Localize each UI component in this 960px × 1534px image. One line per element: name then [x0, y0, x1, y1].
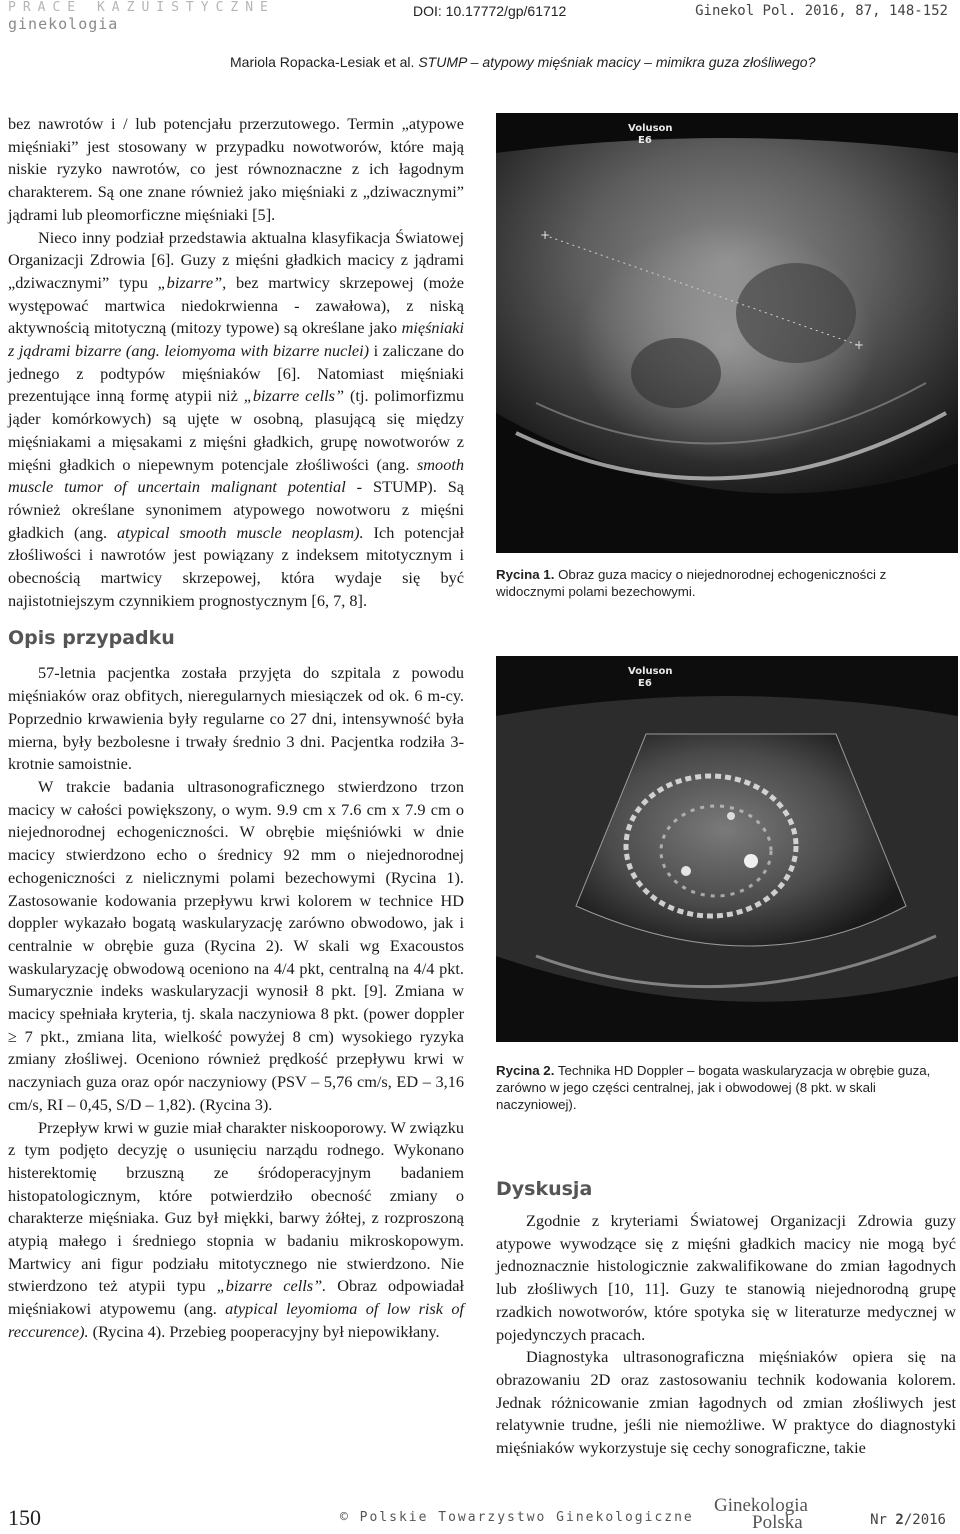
paragraph: bez nawrotów i / lub potencjału przerzutowego. Termin „atypowe mięśniaki” jest stosowany w przypadku nowotworów, które mają niskie ryzyko nawrotów, co jest równoznaczne z ich łagodnym charakterem. Są one znane również jako mięśniaki z „dziwacznymi” jądrami lub pleomorficzne mięśniaki [5]. [8, 114, 464, 224]
doi-link[interactable]: DOI: 10.17772/gp/61712 [413, 3, 567, 19]
paragraph: Przepływ krwi w guzie miał charakter niskooporowy. W związku z tym podjęto decyzję o usunięciu narządu rodnego. Wykonano histerektomię brzuszną ze śródoperacyjnym badaniem histopatologicznym, które potwierdziło obecność zmiany o charakterze mięśniaka. Guz był miękki, barwy żółtej, z rozproszoną atypią małego i średniego stopnia w badaniu mikroskopowym. Martwicy ani figur podziału mitotycznego nie stwierdzono. Nie stwierdzono też atypii typu „bizarre cells”. Obraz odpowiadał mięśniakowi atypowemu (ang. atypical leyomioma of low risk of reccurence). (Rycina 4). Przebieg pooperacyjny był niepowikłany. [8, 1117, 465, 1341]
svg-text:+: + [854, 338, 865, 352]
journal-logo: Ginekologia Polska [714, 1495, 808, 1533]
running-title: STUMP – atypowy mięśniak macicy – mimikra guza złośliwego? [418, 54, 816, 70]
ultrasound-model-label: E6 [638, 678, 652, 689]
paragraph: Diagnostyka ultrasonograficzna mięśniaków opiera się na obrazowaniu 2D oraz zastosowaniu technik kodowania kolorem. Jednak różnicowanie zmian łagodnych od zmian złośliwych jest relatywnie trudne, jeśli nie niemożliwe. W praktyce do diagnostyki mięśniaków wykorzystuje się cechy sonograficzne, takie [496, 1347, 956, 1458]
ultrasound-brand-label: Voluson [628, 123, 673, 134]
doppler-image [496, 656, 958, 1042]
right-column [496, 1210, 956, 1460]
citation: Ginekol Pol. 2016, 87, 148-152 [695, 3, 948, 19]
running-header [230, 54, 815, 70]
page-number: 150 [8, 1505, 41, 1530]
section-heading-discussion: Dyskusja [496, 1178, 593, 1200]
left-column [8, 113, 464, 1344]
figure-1-caption: Rycina 1. Obraz guza macicy o niejednorodnej echogeniczności z widocznymi polami bezechowymi. [496, 567, 887, 599]
series-label: PRACE KAZUISTYCZNE [8, 0, 275, 15]
issue-number: Nr 2/2016 [870, 1512, 946, 1528]
section-heading-case: Opis przypadku [8, 627, 175, 650]
paragraph: Zgodnie z kryteriami Światowej Organizacji Zdrowia guzy atypowe wywodzące się z mięśni gładkich macicy nie mogą być jednoznacznie histologicznie zakwalifikowane do zmian łagodnych lub złośliwych [10, 11]. Guzy te stanowią niejednorodną grupę rzadkich nowotworów, które spotyka się w literaturze medycznej w pojedynczych pracach. [496, 1211, 956, 1344]
ultrasound-brand-label: Voluson [628, 666, 673, 677]
running-authors: Mariola Ropacka-Lesiak et al. [230, 54, 415, 70]
figure-1-ultrasound [496, 113, 958, 553]
paragraph: W trakcie badania ultrasonograficznego stwierdzono trzon macicy w całości powiększony, o wym. 9.9 cm x 7.6 cm x 7.9 cm o niejednorodnej echogeniczności. W obrębie mięśniówki w dnie macicy stwierdzono echo o średnicy 92 mm o niejednorodnej echogeniczności z nielicznymi polami bezechowymi (Rycina 1). Zastosowanie kodowania przepływu krwi kolorem w technice HD doppler wykazało bogatą waskularyzację zarówno obwodowo, jak i centralnie w obrębie guza (Rycina 2). W skali wg Exacoustos waskularyzację obwodową oceniono na 4/4 pkt, centralną na 4/4 pkt. Sumarycznie indeks waskularyzacji wynosił 8 pkt. [9]. Zmiana w macicy spełniała kryteria, tj. skala naczyniowa 8 pkt. (power doppler ≥ 7 pkt., zmiana lita, wielkość powyżej 8 cm) wysokiego ryzyka zmiany złośliwej. Oceniono również prędkość przepływu krwi w naczyniach guza oraz opór naczyniowy (PSV – 5,76 cm/s, ED – 3,16 cm/s, RI – 0,45, S/D – 1,82). (Rycina 3). [8, 776, 464, 1114]
ultrasound-model-label: E6 [638, 135, 652, 146]
paragraph: Nieco inny podział przedstawia aktualna klasyfikacja Światowej Organizacji Zdrowia [6]. Guzy z mięśni gładkich macicy z jądrami „dziwacznymi” typu „bizarre”, bez martwicy skrzepowej (może występować martwica niedokrwienna - zawałowa), z niską aktywnością mitotyczną (mitozy typowe) są określane jako mięśniaki z jądrami bizarre (ang. leiomyoma with bizarre nuclei) i zaliczane do jednego z podtypów mięśniaków [6]. Natomiast mięśniaki prezentujące inną formę atypii niż „bizarre cells” (tj. polimorfizmu jąder komórkowych) są ujęte w osobną, plasującą się między mięśniakami a mięsakami z mięśni gładkich, grupę nowotworów z mięśni gładkich o niepewnym potencjale złośliwości (ang. smooth muscle tumor of uncertain malignant potential - STUMP). Są również określane synonimem atypowego nowotworu z mięśni gładkich (ang. atypical smooth muscle neoplasm). Ich potencjał złośliwości i nawrotów jest powiązany z indeksem mitotycznym i obecnością martwicy skrzepowej, która wydaje się być najistotniejszym czynnikiem prognostycznym [6, 7, 8]. [8, 227, 465, 610]
svg-text:+: + [540, 228, 551, 242]
ultrasound-image [496, 113, 958, 553]
figure-2-doppler [496, 656, 958, 1042]
figure-2-caption: Rycina 2. Technika HD Doppler – bogata waskularyzacja w obrębie guza, zarówno w jego części centralnej, jak i obwodowej (8 pkt. w skali naczyniowej). [496, 1063, 931, 1112]
paragraph: 57-letnia pacjentka została przyjęta do szpitala z powodu mięśniaków oraz obfitych, nieregularnych miesiączek od ok. 6 m-cy. Poprzednio krwawienia były regularne co 27 dni, intensywność była mierna, były bezbolesne i trwały średnio 3 dni. Pacjentka rodziła 3-krotnie samoistnie. [8, 663, 464, 774]
copyright: © Polskie Towarzystwo Ginekologiczne [340, 1510, 694, 1525]
journal-name: ginekologia [8, 15, 119, 33]
